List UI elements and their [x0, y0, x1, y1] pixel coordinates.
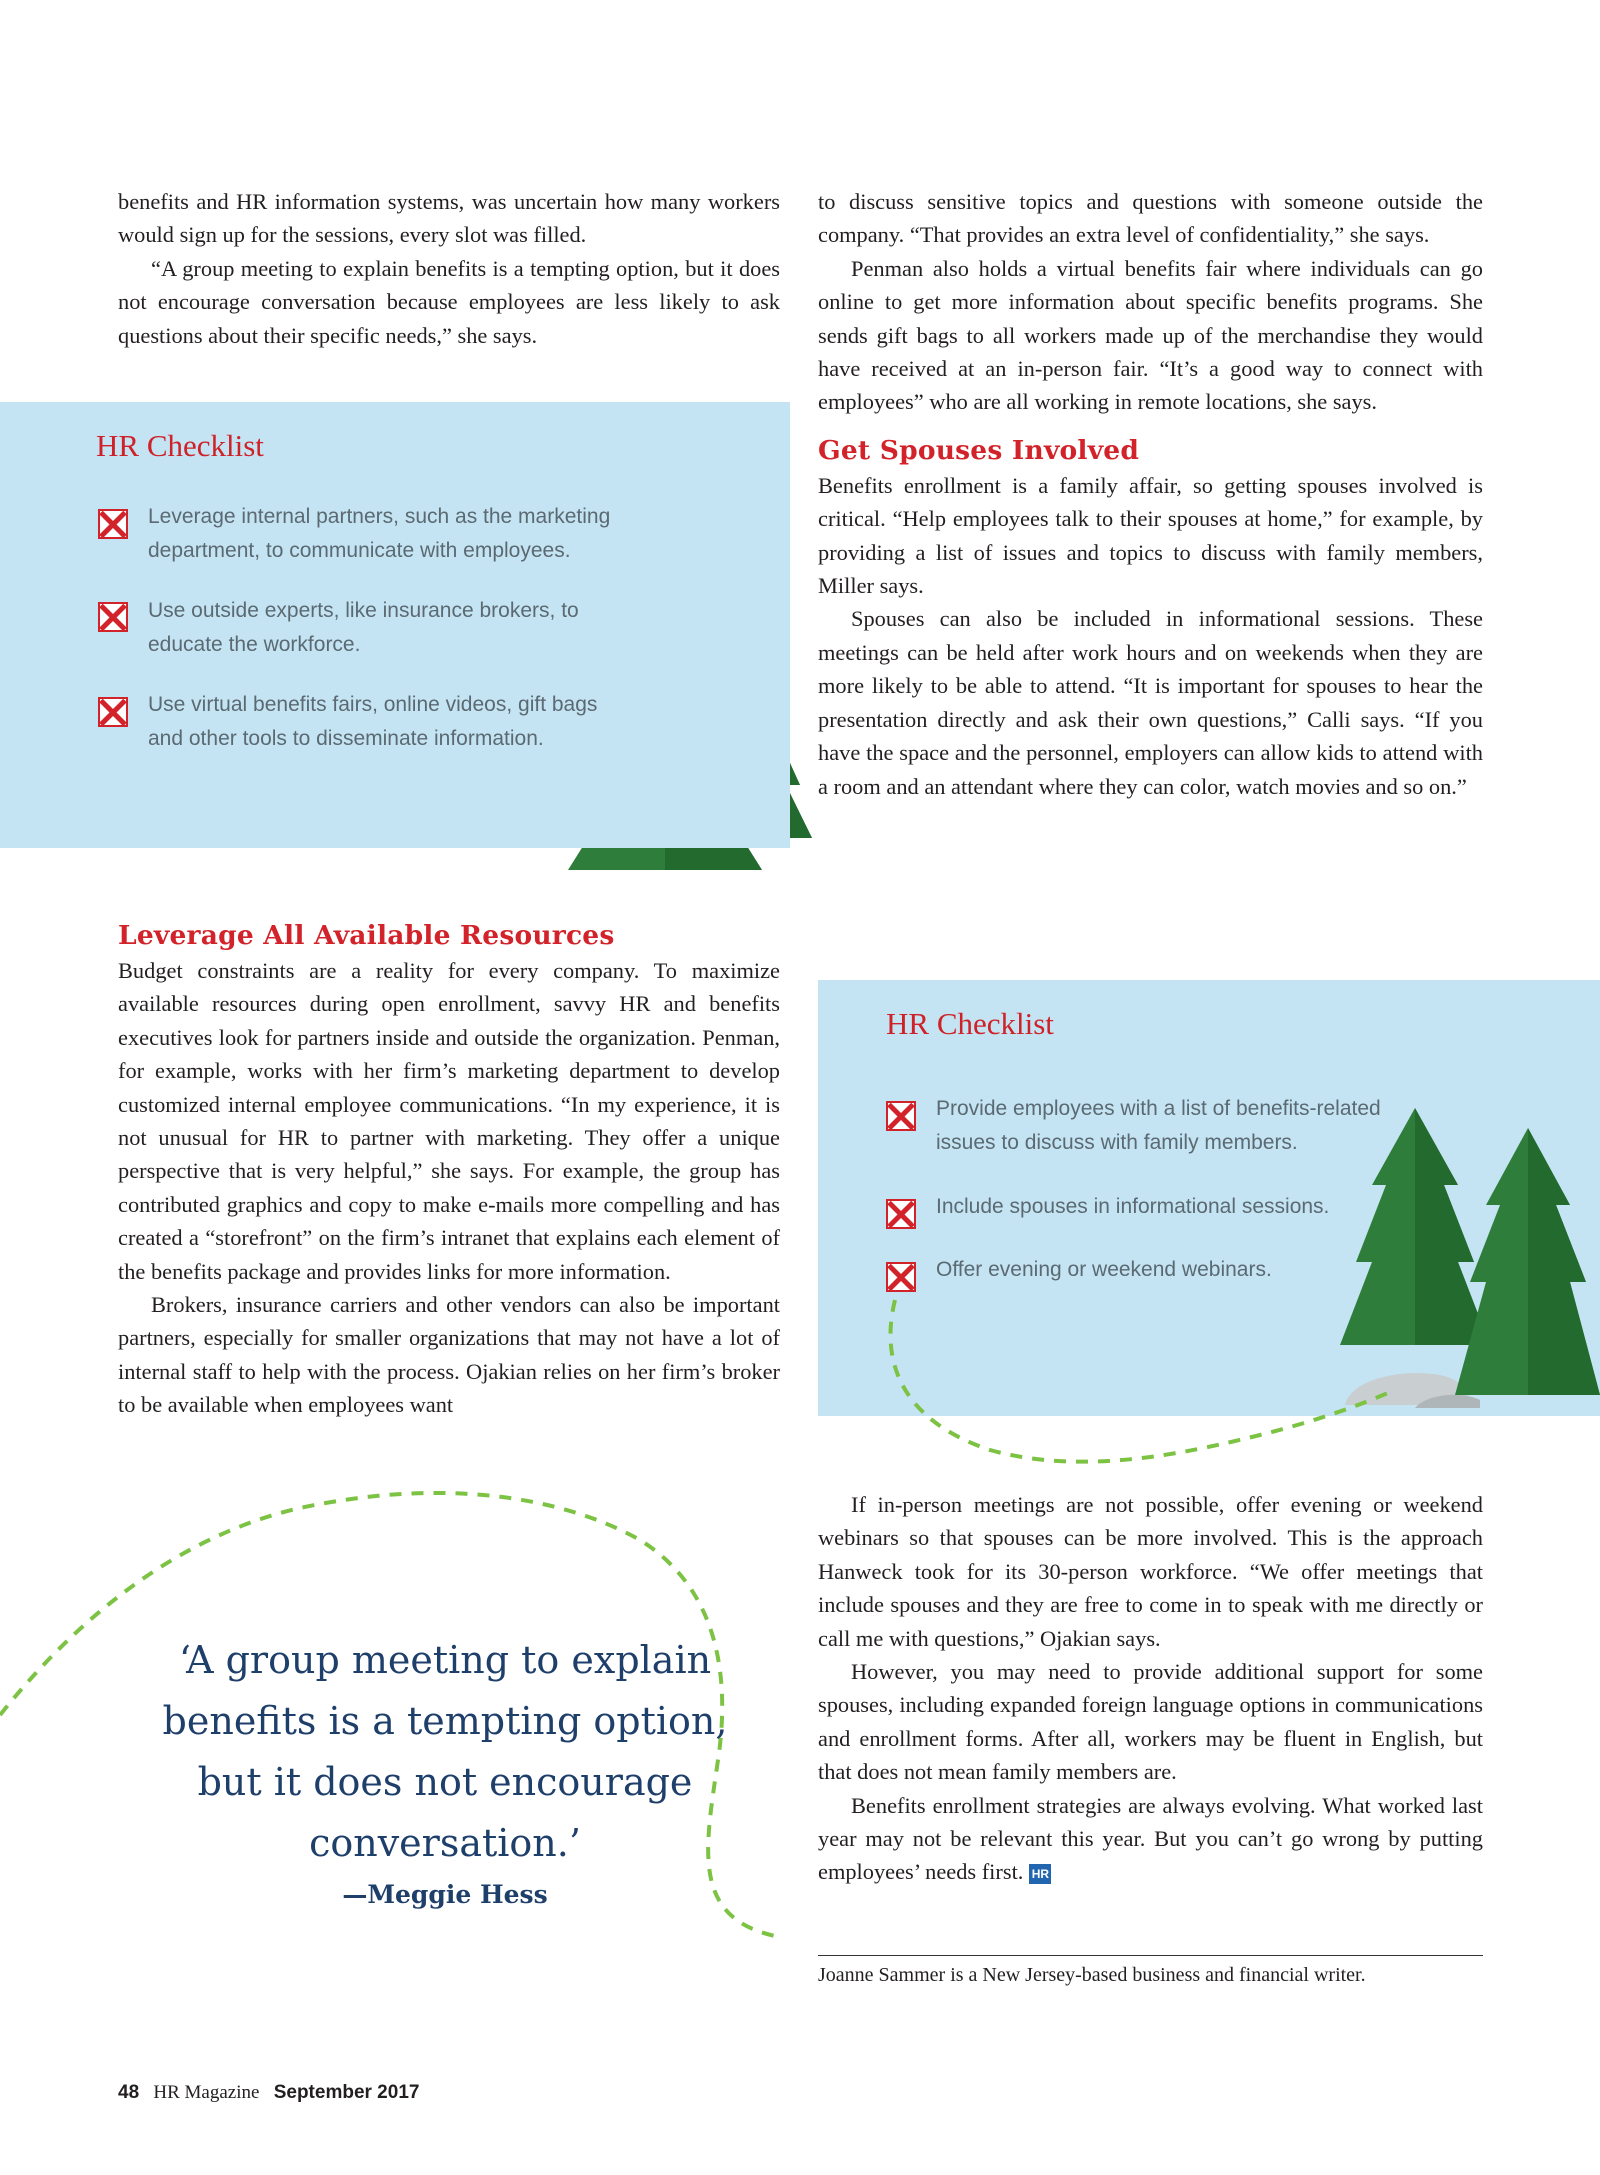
body-paragraph: Budget constraints are a reality for every company. To maximize available resources during open enrollment, savvy HR and benefits executives look for partners inside and outside the organization. Penman, for example, works with her firm’s marketing department to develop customized internal employee communications. “In my experience, it is not unusual for HR to partner with marketing. They offer a unique perspective that is very helpful,” she says. For example, the group has contributed graphics and copy to make e-mails more compelling and has created a “storefront” on the firm’s intranet that explains each element of the benefits package and provides links for more information.	[118, 958, 780, 1284]
checklist-item	[936, 1190, 1329, 1224]
hr-checklist-box	[818, 980, 1600, 1416]
checklist-item-line: Use virtual benefits fairs, online videos, gift bags	[148, 693, 598, 716]
checklist-item	[148, 594, 579, 662]
page-footer	[118, 2082, 419, 2104]
checklist-item-line: Offer evening or weekend webinars.	[936, 1258, 1272, 1281]
issue-date: September 2017	[273, 2082, 420, 2103]
magazine-name: HR Magazine	[153, 2082, 260, 2103]
checklist-title: HR Checklist	[96, 428, 264, 463]
checkbox-x-icon	[98, 602, 128, 632]
body-paragraph: Spouses can also be included in informational sessions. These meetings can be held after work hours and on weekends when they are more likely to be able to attend. “It is important for spouses to hear the presentation directly and ask their own questions,” Calli says. “If you have the space and the personnel, employers can allow kids to attend with a room and an attendant where they can color, watch movies and so on.”	[818, 606, 1483, 799]
pull-quote: ‘A group meeting to explain benefits is a tempting option, but it does not encourage conversation.’	[162, 1638, 728, 1865]
body-paragraph: However, you may need to provide additional support for some spouses, including expanded foreign language options in communications and enrollment forms. After all, workers may be fluent in English, but that does not mean family members are.	[818, 1659, 1483, 1785]
body-paragraph	[818, 1789, 1483, 1889]
checklist-item-line: Leverage internal partners, such as the marketing	[148, 505, 611, 528]
checklist-item-line: and other tools to disseminate information.	[148, 727, 544, 750]
hr-end-mark-icon: HR	[1029, 1864, 1051, 1884]
author-bio: Joanne Sammer is a New Jersey-based business and financial writer.	[818, 1955, 1483, 1987]
checklist-item-line: Use outside experts, like insurance brokers, to	[148, 599, 579, 622]
right-column-top	[818, 185, 1483, 803]
body-paragraph: to discuss sensitive topics and questions with someone outside the company. “That provides an extra level of confidentiality,” she says.	[818, 189, 1483, 248]
checkbox-x-icon	[98, 509, 128, 539]
checklist-title: HR Checklist	[886, 1006, 1054, 1041]
checkbox-x-icon	[886, 1101, 916, 1131]
checklist-item-line: educate the workforce.	[148, 633, 361, 656]
right-column-bottom	[818, 1488, 1483, 1889]
checklist-item-line: Include spouses in informational sessions.	[936, 1195, 1330, 1218]
checklist-item	[936, 1092, 1381, 1160]
checklist-item	[148, 688, 597, 756]
pull-quote-attribution: —Meggie Hess	[342, 1880, 548, 1909]
checklist-item-line: Provide employees with a list of benefits-related	[936, 1097, 1381, 1120]
checklist-item	[936, 1253, 1272, 1287]
page-number: 48	[118, 2082, 140, 2103]
checkbox-x-icon	[886, 1199, 916, 1229]
checkbox-x-icon	[886, 1262, 916, 1292]
body-paragraph: Brokers, insurance carriers and other vendors can also be important partners, especially for smaller organizations that may not have a lot of internal staff to help with the process. Ojakian relies on her firm’s broker to be available when employees want	[118, 1292, 780, 1418]
body-paragraph: If in-person meetings are not possible, offer evening or weekend webinars so that spouses can be more involved. This is the approach Hanweck took for its 30-person workforce. “We offer meetings that include spouses and they are free to come in to speak with me directly or call me with questions,” Ojakian says.	[818, 1492, 1483, 1651]
section-heading: Leverage All Available Resources	[118, 920, 615, 951]
left-column-top	[118, 185, 780, 352]
body-paragraph: Penman also holds a virtual benefits fair where individuals can go online to get more information about specific benefits programs. She sends gift bags to all workers made up of the merchandise they would have received at an in-person fair. “It’s a good way to connect with employees” who are all working in remote locations, she says.	[818, 255, 1483, 415]
checklist-item	[148, 500, 610, 568]
checklist-item-line: issues to discuss with family members.	[936, 1131, 1298, 1154]
body-paragraph: benefits and HR information systems, was uncertain how many workers would sign up for the sessions, every slot was filled.	[118, 189, 780, 248]
checklist-item-line: department, to communicate with employees.	[148, 539, 571, 562]
body-paragraph: Benefits enrollment is a family affair, so getting spouses involved is critical. “Help employees talk to their spouses at home,” for example, by providing a list of issues and topics to discuss with family members, Miller says.	[818, 472, 1483, 599]
closing-sentence: Benefits enrollment strategies are always evolving. What worked last year may not be relevant this year. But you can’t go wrong by putting employees’ needs first.	[818, 1792, 1483, 1885]
body-paragraph: “A group meeting to explain benefits is a tempting option, but it does not encourage conversation because employees are less likely to ask questions about their specific needs,” she says.	[118, 255, 780, 348]
hr-checklist-box	[0, 402, 790, 848]
left-column-leverage	[118, 918, 780, 1422]
checkbox-x-icon	[98, 697, 128, 727]
section-heading: Get Spouses Involved	[818, 434, 1140, 466]
